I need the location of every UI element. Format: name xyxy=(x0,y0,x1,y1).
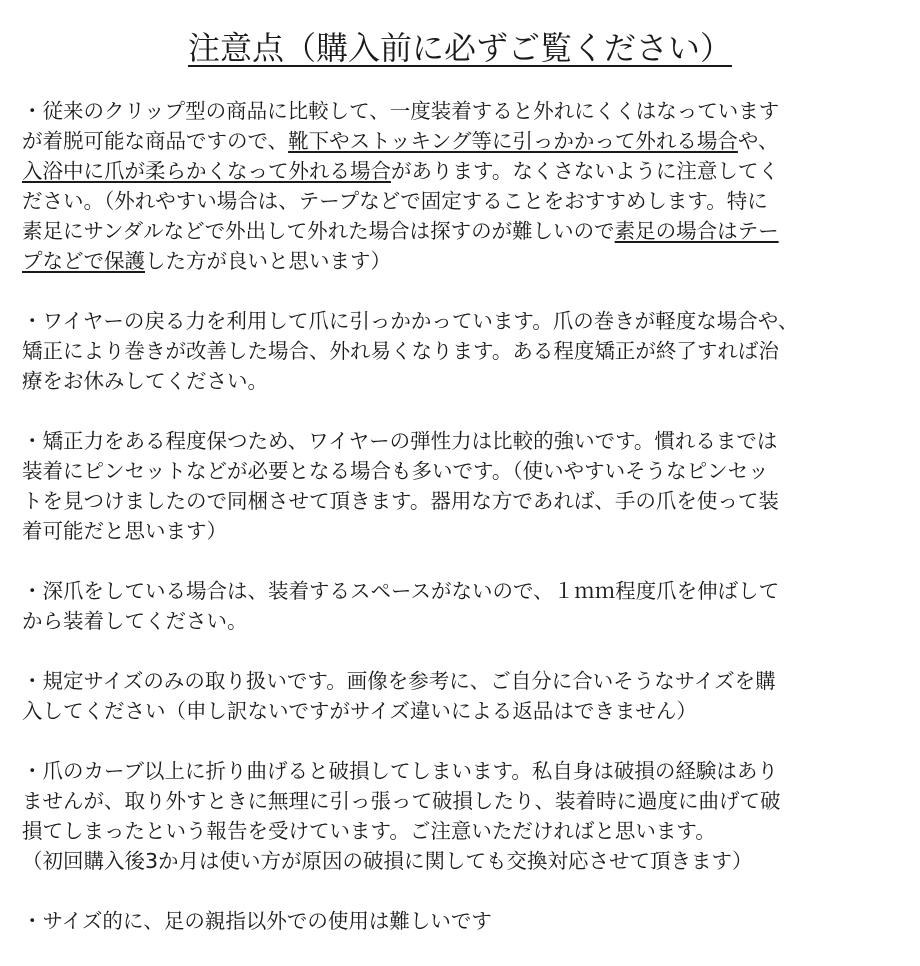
line-text: から装着してください。 xyxy=(22,609,248,633)
page-title xyxy=(0,26,920,70)
line-text: ・規定サイズのみの取り扱いです。画像を参考に、ご自分に合いそうなサイズを購 xyxy=(22,669,776,693)
paragraph-line xyxy=(22,786,902,816)
paragraph-line xyxy=(22,456,902,486)
paragraph-line xyxy=(22,186,902,216)
paragraph-line xyxy=(22,336,902,366)
line-text: ・爪のカーブ以上に折り曲げると破損してしまいます。私自身は破損の経験はあり xyxy=(22,759,778,783)
line-text: ませんが、取り外すときに無理に引っ張って破損したり、装着時に過度に曲げて破 xyxy=(22,789,781,813)
notice-paragraph-1 xyxy=(22,96,902,276)
line-text: ・深爪をしている場合は、装着するスペースがないので、１ｍｍ程度爪を伸ばして xyxy=(22,579,780,603)
underlined-text: 素足の場合はテー xyxy=(614,219,779,243)
paragraph-line xyxy=(22,486,902,516)
paragraph-line xyxy=(22,696,902,726)
paragraph-line xyxy=(22,666,902,696)
underlined-text: 入浴中に爪が柔らかくなって外れる場合 xyxy=(22,159,391,183)
paragraph-line xyxy=(22,426,902,456)
line-text: 療をお休みしてください。 xyxy=(22,369,268,393)
paragraph-line xyxy=(22,126,902,156)
line-text: 入してください（申し訳ないですがサイズ違いによる返品はできません） xyxy=(22,699,697,723)
paragraph-line xyxy=(22,816,902,846)
notice-paragraph-7 xyxy=(22,906,902,936)
line-text: ・従来のクリップ型の商品に比較して、一度装着すると外れにくくはなっています xyxy=(22,99,780,123)
line-text: ださい。（外れやすい場合は、テープなどで固定することをおすすめします。特に xyxy=(22,189,768,213)
line-text: 矯正により巻きが改善した場合、外れ易くなります。ある程度矯正が終了すれば治 xyxy=(22,339,779,363)
line-text: が着脱可能な商品ですので、 xyxy=(22,129,289,153)
line-text: 装着にピンセットなどが必要となる場合も多いです。（使いやすいそうなピンセッ xyxy=(22,459,769,483)
notice-paragraph-5 xyxy=(22,666,902,726)
paragraph-line xyxy=(22,606,902,636)
line-text: があります。なくさないように注意してく xyxy=(391,159,779,183)
paragraph-line xyxy=(22,756,902,786)
line-text: 着可能だと思います） xyxy=(22,519,227,543)
line-text: ・ワイヤーの戻る力を利用して爪に引っかかっています。爪の巻きが軽度な場合や、 xyxy=(22,309,799,333)
underlined-text: 靴下やストッキング等に引っかかって外れる場合 xyxy=(288,129,738,153)
line-text: ・サイズ的に、足の親指以外での使用は難しいです xyxy=(22,909,492,933)
paragraph-line xyxy=(22,366,902,396)
paragraph-line xyxy=(22,516,902,546)
notice-body xyxy=(22,96,902,966)
line-text: 素足にサンダルなどで外出して外れた場合は探すのが難しいので xyxy=(22,219,615,243)
paragraph-line xyxy=(22,216,902,246)
paragraph-line xyxy=(22,156,902,186)
line-text: ・矯正力をある程度保つため、ワイヤーの弾性力は比較的強いです。慣れるまでは xyxy=(22,429,778,453)
notice-paragraph-4 xyxy=(22,576,902,636)
paragraph-line xyxy=(22,306,902,336)
title-text: 注意点（購入前に必ずご覧ください） xyxy=(187,29,732,67)
paragraph-line xyxy=(22,846,902,876)
line-text: （初回購入後3か月は使い方が原因の破損に関しても交換対応させて頂きます） xyxy=(22,849,753,873)
paragraph-line xyxy=(22,96,902,126)
paragraph-line xyxy=(22,906,902,936)
notice-paragraph-3 xyxy=(22,426,902,546)
underlined-text: プなどで保護 xyxy=(22,249,145,273)
line-text: 損てしまったという報告を受けています。ご注意いただければと思います。 xyxy=(22,819,716,843)
line-text: トを見つけましたので同梱させて頂きます。器用な方であれば、手の爪を使って装 xyxy=(22,489,779,513)
line-text: した方が良いと思います） xyxy=(145,249,391,273)
line-text: や、 xyxy=(737,129,779,153)
paragraph-line xyxy=(22,576,902,606)
paragraph-line xyxy=(22,246,902,276)
notice-paragraph-6 xyxy=(22,756,902,876)
notice-paragraph-2 xyxy=(22,306,902,396)
